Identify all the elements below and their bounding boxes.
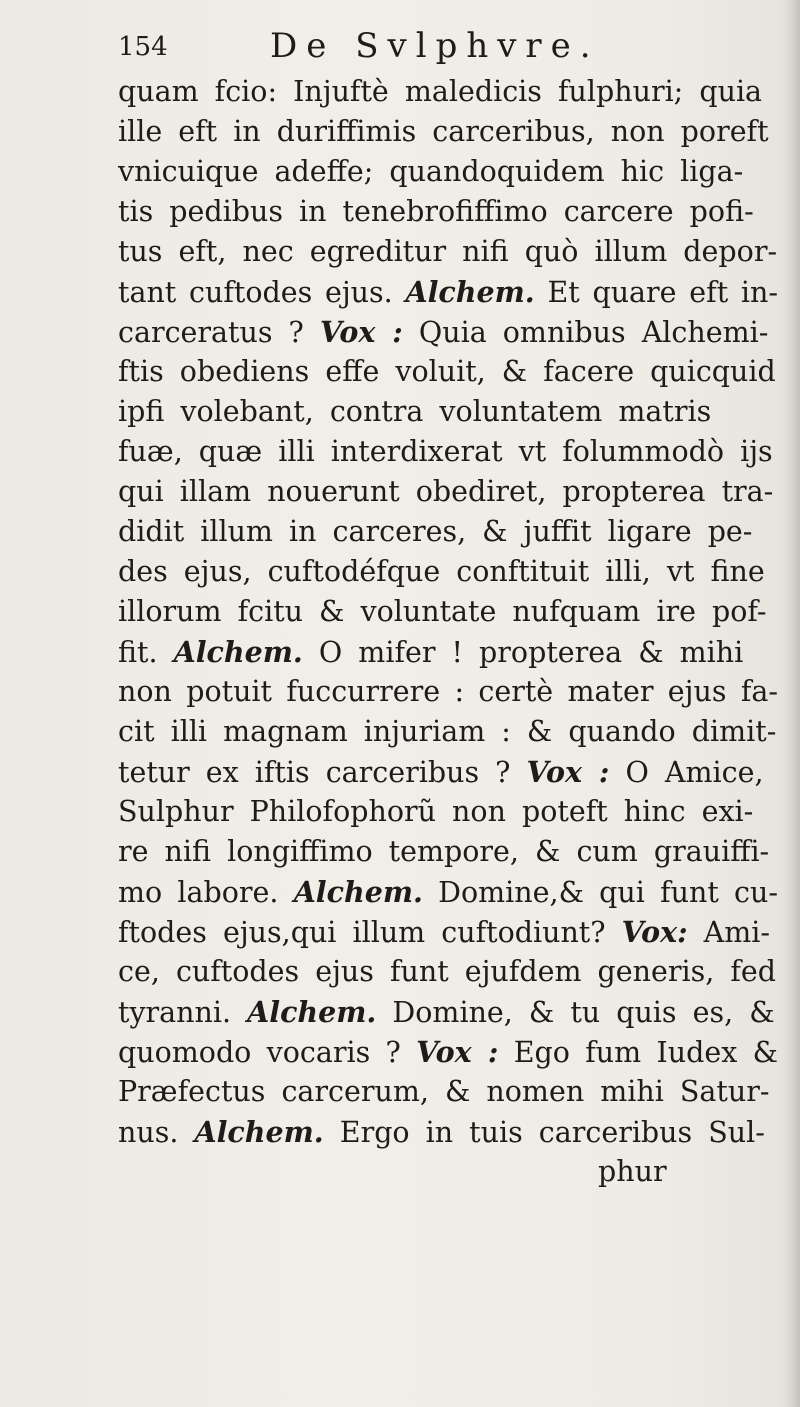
text-line <box>118 872 778 912</box>
text-segment: carceratus ? <box>118 316 320 349</box>
text-line <box>118 552 765 592</box>
text-line <box>118 152 743 192</box>
text-segment: illorum fcitu & voluntate nufquam ire pof- <box>118 595 767 628</box>
text-line <box>118 1112 765 1152</box>
text-line <box>118 792 753 832</box>
text-segment: ille eft in duriffimis carceribus, non poreft <box>118 115 769 148</box>
text-segment: Domine,& qui funt cu- <box>422 876 778 909</box>
text-line <box>118 272 778 312</box>
text-segment: Ami- <box>687 916 771 949</box>
text-segment: cit illi magnam injuriam : & quando dimit- <box>118 715 777 748</box>
text-line <box>118 1032 778 1072</box>
text-line <box>118 832 769 872</box>
text-segment: des ejus, cuftodéfque conftituit illi, vt fine <box>118 555 765 588</box>
text-segment: Et quare eft in- <box>534 276 779 309</box>
text-segment: ipfi volebant, contra voluntatem matris <box>118 395 712 428</box>
text-segment: fit. <box>118 636 174 669</box>
text-line <box>118 72 762 112</box>
text-line <box>118 432 773 472</box>
text-segment: Sulphur Philofophorũ non poteft hinc exi- <box>118 795 754 828</box>
text-line <box>118 112 769 152</box>
speaker-label: Vox : <box>319 315 403 349</box>
text-segment: tetur ex iftis carceribus ? <box>118 756 527 789</box>
text-line <box>118 992 775 1032</box>
text-line <box>118 752 764 792</box>
speaker-label: Alchem. <box>173 635 303 669</box>
text-segment: O Amice, <box>609 756 764 789</box>
text-segment: O mifer ! propterea & mihi <box>302 636 744 669</box>
text-segment: tis pedibus in tenebrofiffimo carcere pofi- <box>118 195 754 228</box>
catchword: phur <box>598 1155 667 1188</box>
text-line <box>118 352 776 392</box>
text-segment: quomodo vocaris ? <box>118 1036 417 1069</box>
text-segment: tus eft, nec egreditur nifi quò illum depor- <box>118 235 778 268</box>
text-segment: Ergo in tuis carceribus Sul- <box>323 1116 765 1149</box>
page-edge-shadow <box>782 0 800 1407</box>
running-title: De Svlphvre. <box>270 26 600 66</box>
text-line <box>118 592 767 632</box>
speaker-label: Vox : <box>526 755 610 789</box>
text-segment: fuæ, quæ illi interdixerat vt folummodò ijs <box>118 435 773 468</box>
text-segment: ftodes ejus,qui illum cuftodiunt? <box>118 916 622 949</box>
text-line <box>118 952 776 992</box>
text-line <box>118 472 773 512</box>
text-line <box>118 392 711 432</box>
text-line <box>118 712 776 752</box>
text-segment: didit illum in carceres, & juffit ligare pe- <box>118 515 753 548</box>
text-line <box>118 1072 769 1112</box>
text-segment: Domine, & tu quis es, & <box>376 996 775 1029</box>
text-segment: Præfectus carcerum, & nomen mihi Satur- <box>118 1075 770 1108</box>
text-line <box>118 912 770 952</box>
text-line <box>118 672 778 712</box>
speaker-label: Vox: <box>621 915 688 949</box>
text-segment: vnicuique adeffe; quandoquidem hic liga- <box>118 155 744 188</box>
text-segment: non potuit fuccurrere : certè mater ejus fa- <box>118 675 778 708</box>
text-segment: re nifi longiffimo tempore, & cum grauiffi- <box>118 835 770 868</box>
text-line <box>118 192 754 232</box>
text-segment: mo labore. <box>118 876 294 909</box>
text-segment: ftis obediens effe voluit, & facere quicquid <box>118 355 776 388</box>
text-segment: qui illam nouerunt obediret, propterea tra- <box>118 475 774 508</box>
text-segment: tant cuftodes ejus. <box>118 276 406 309</box>
page-number: 154 <box>118 32 168 62</box>
text-line <box>118 232 777 272</box>
text-segment: quam fcio: Injuftè maledicis fulphuri; quia <box>118 75 763 108</box>
text-line <box>118 512 752 552</box>
text-line <box>118 632 743 672</box>
speaker-label: Alchem. <box>405 275 535 309</box>
text-segment: ce, cuftodes ejus funt ejufdem generis, fed <box>118 955 777 988</box>
text-line <box>118 312 768 352</box>
text-segment: Quia omnibus Alchemi- <box>402 316 769 349</box>
speaker-label: Alchem. <box>247 995 377 1029</box>
text-segment: Ego fum Iudex & <box>498 1036 778 1069</box>
text-segment: nus. <box>118 1116 195 1149</box>
speaker-label: Vox : <box>416 1035 499 1069</box>
speaker-label: Alchem. <box>293 875 423 909</box>
text-segment: tyranni. <box>118 996 248 1029</box>
speaker-label: Alchem. <box>194 1115 324 1149</box>
running-head <box>118 26 678 66</box>
